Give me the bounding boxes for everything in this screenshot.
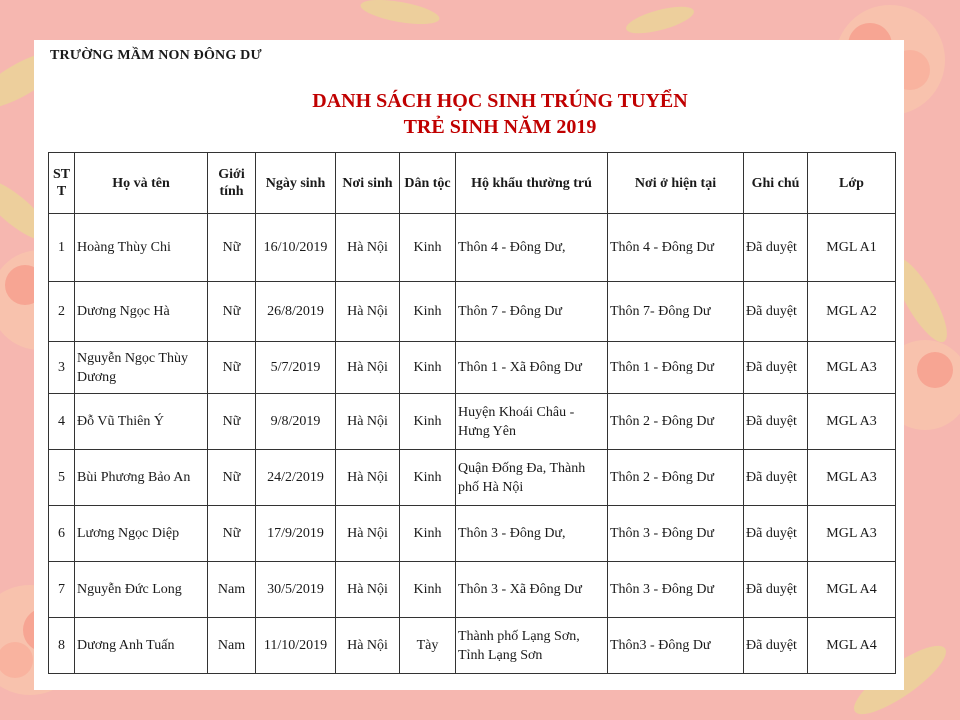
header-dob: Ngày sinh xyxy=(256,153,336,214)
table-row xyxy=(49,394,896,450)
cell-gender: Nữ xyxy=(208,450,256,506)
cell-note: Đã duyệt xyxy=(744,394,808,450)
table-row xyxy=(49,342,896,394)
cell-household: Thôn 7 - Đông Dư xyxy=(456,282,608,342)
cell-name: Bùi Phương Bảo An xyxy=(75,450,208,506)
cell-class: MGL A2 xyxy=(808,282,896,342)
cell-stt: 3 xyxy=(49,342,75,394)
cell-dob: 16/10/2019 xyxy=(256,214,336,282)
cell-ethnicity: Tày xyxy=(400,618,456,674)
table-row xyxy=(49,562,896,618)
header-name: Họ và tên xyxy=(75,153,208,214)
cell-stt: 4 xyxy=(49,394,75,450)
cell-class: MGL A3 xyxy=(808,450,896,506)
cell-ethnicity: Kinh xyxy=(400,342,456,394)
table-row xyxy=(49,282,896,342)
table-row xyxy=(49,618,896,674)
cell-class: MGL A4 xyxy=(808,562,896,618)
header-household: Hộ khẩu thường trú xyxy=(456,153,608,214)
cell-ethnicity: Kinh xyxy=(400,562,456,618)
table-row xyxy=(49,506,896,562)
cell-note: Đã duyệt xyxy=(744,342,808,394)
cell-residence: Thôn3 - Đông Dư xyxy=(608,618,744,674)
cell-gender: Nam xyxy=(208,562,256,618)
cell-household: Thôn 1 - Xã Đông Dư xyxy=(456,342,608,394)
student-table xyxy=(48,152,896,674)
cell-ethnicity: Kinh xyxy=(400,282,456,342)
table-header-row xyxy=(49,153,896,214)
cell-class: MGL A3 xyxy=(808,342,896,394)
header-birthplace: Nơi sinh xyxy=(336,153,400,214)
table-row xyxy=(49,214,896,282)
cell-residence: Thôn 3 - Đông Dư xyxy=(608,562,744,618)
cell-dob: 26/8/2019 xyxy=(256,282,336,342)
cell-stt: 7 xyxy=(49,562,75,618)
cell-note: Đã duyệt xyxy=(744,618,808,674)
cell-dob: 30/5/2019 xyxy=(256,562,336,618)
cell-birthplace: Hà Nội xyxy=(336,450,400,506)
cell-gender: Nữ xyxy=(208,214,256,282)
cell-birthplace: Hà Nội xyxy=(336,342,400,394)
cell-household: Huyện Khoái Châu - Hưng Yên xyxy=(456,394,608,450)
cell-stt: 6 xyxy=(49,506,75,562)
header-residence: Nơi ở hiện tại xyxy=(608,153,744,214)
cell-residence: Thôn 2 - Đông Dư xyxy=(608,450,744,506)
cell-name: Hoàng Thùy Chi xyxy=(75,214,208,282)
cell-class: MGL A1 xyxy=(808,214,896,282)
cell-birthplace: Hà Nội xyxy=(336,394,400,450)
cell-household: Thôn 4 - Đông Dư, xyxy=(456,214,608,282)
cell-dob: 24/2/2019 xyxy=(256,450,336,506)
cell-name: Lương Ngọc Diệp xyxy=(75,506,208,562)
cell-dob: 5/7/2019 xyxy=(256,342,336,394)
cell-ethnicity: Kinh xyxy=(400,450,456,506)
cell-name: Dương Ngọc Hà xyxy=(75,282,208,342)
cell-birthplace: Hà Nội xyxy=(336,562,400,618)
cell-residence: Thôn 3 - Đông Dư xyxy=(608,506,744,562)
page-subtitle: TRẺ SINH NĂM 2019 xyxy=(403,116,597,138)
cell-household: Thôn 3 - Đông Dư, xyxy=(456,506,608,562)
cell-gender: Nữ xyxy=(208,342,256,394)
cell-residence: Thôn 1 - Đông Dư xyxy=(608,342,744,394)
cell-ethnicity: Kinh xyxy=(400,394,456,450)
cell-stt: 5 xyxy=(49,450,75,506)
cell-name: Đỗ Vũ Thiên Ý xyxy=(75,394,208,450)
cell-ethnicity: Kinh xyxy=(400,506,456,562)
cell-residence: Thôn 7- Đông Dư xyxy=(608,282,744,342)
header-class: Lớp xyxy=(808,153,896,214)
cell-gender: Nữ xyxy=(208,394,256,450)
header-ethnicity: Dân tộc xyxy=(400,153,456,214)
cell-class: MGL A4 xyxy=(808,618,896,674)
cell-household: Thành phố Lạng Sơn, Tỉnh Lạng Sơn xyxy=(456,618,608,674)
cell-residence: Thôn 4 - Đông Dư xyxy=(608,214,744,282)
cell-gender: Nam xyxy=(208,618,256,674)
cell-class: MGL A3 xyxy=(808,394,896,450)
cell-note: Đã duyệt xyxy=(744,450,808,506)
cell-note: Đã duyệt xyxy=(744,562,808,618)
cell-birthplace: Hà Nội xyxy=(336,214,400,282)
table-row xyxy=(49,450,896,506)
header-stt: ST T xyxy=(49,153,75,214)
cell-note: Đã duyệt xyxy=(744,506,808,562)
cell-dob: 9/8/2019 xyxy=(256,394,336,450)
cell-note: Đã duyệt xyxy=(744,214,808,282)
cell-note: Đã duyệt xyxy=(744,282,808,342)
cell-stt: 8 xyxy=(49,618,75,674)
cell-ethnicity: Kinh xyxy=(400,214,456,282)
cell-birthplace: Hà Nội xyxy=(336,506,400,562)
header-gender: Giới tính xyxy=(208,153,256,214)
school-name: TRƯỜNG MẦM NON ĐÔNG DƯ xyxy=(50,48,262,63)
cell-dob: 17/9/2019 xyxy=(256,506,336,562)
page-title: DANH SÁCH HỌC SINH TRÚNG TUYỂN xyxy=(312,90,688,112)
cell-name: Nguyễn Đức Long xyxy=(75,562,208,618)
cell-household: Quận Đống Đa, Thành phố Hà Nội xyxy=(456,450,608,506)
cell-name: Dương Anh Tuấn xyxy=(75,618,208,674)
cell-birthplace: Hà Nội xyxy=(336,618,400,674)
cell-birthplace: Hà Nội xyxy=(336,282,400,342)
cell-gender: Nữ xyxy=(208,282,256,342)
cell-stt: 2 xyxy=(49,282,75,342)
cell-dob: 11/10/2019 xyxy=(256,618,336,674)
header-note: Ghi chú xyxy=(744,153,808,214)
cell-class: MGL A3 xyxy=(808,506,896,562)
cell-household: Thôn 3 - Xã Đông Dư xyxy=(456,562,608,618)
cell-name: Nguyễn Ngọc Thùy Dương xyxy=(75,342,208,394)
cell-residence: Thôn 2 - Đông Dư xyxy=(608,394,744,450)
cell-stt: 1 xyxy=(49,214,75,282)
cell-gender: Nữ xyxy=(208,506,256,562)
